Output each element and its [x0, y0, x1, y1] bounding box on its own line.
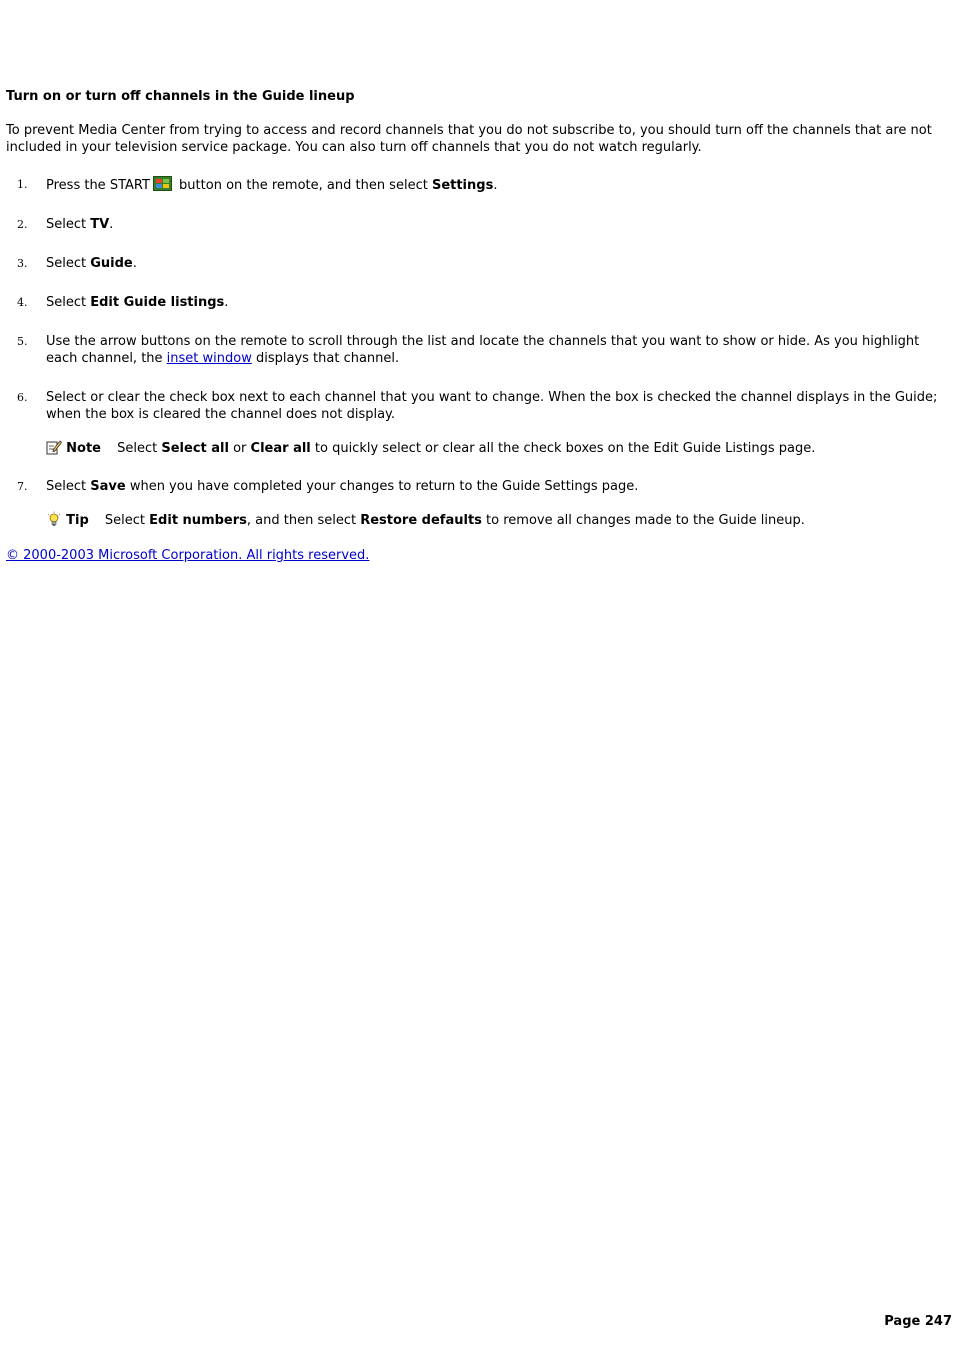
step-number: 7. — [17, 480, 28, 493]
step-number: 1. — [17, 178, 28, 191]
tip-text: , and then select — [246, 513, 361, 528]
tip-bold: Restore defaults — [360, 513, 482, 528]
lightbulb-icon — [46, 511, 62, 527]
note-pencil-icon — [46, 439, 62, 455]
step-7 — [6, 478, 942, 495]
step-text: Select or clear the check box next to each channel that you want to change. When the box is checked the channel displays in the Guide; when the box is cleared the channel does not display. — [46, 390, 938, 422]
step-text: button on the remote, and then select — [174, 178, 432, 193]
tip-label: Tip — [66, 513, 89, 528]
windows-start-icon — [153, 176, 172, 191]
step-1 — [6, 176, 942, 194]
step-3 — [6, 255, 942, 272]
step-text: displays that channel. — [251, 351, 400, 366]
note-label: Note — [66, 441, 101, 456]
step-bold: Edit Guide listings — [90, 295, 225, 310]
step-text: . — [493, 178, 498, 193]
inset-window-link[interactable]: inset window — [166, 351, 252, 366]
step-number: 4. — [17, 296, 28, 309]
step-text: . — [132, 256, 137, 271]
copyright-link[interactable]: © 2000-2003 Microsoft Corporation. All rights reserved. — [6, 548, 370, 563]
step-6 — [6, 389, 942, 423]
step-text: Select — [46, 217, 91, 232]
step-text: Use the arrow buttons on the remote to scroll through the list and locate the channels that you want to show or hide. As you highlight each channel, the — [46, 334, 920, 366]
note-text: to quickly select or clear all the check boxes on the Edit Guide Listings page. — [310, 441, 816, 456]
step-text: Select — [46, 256, 91, 271]
note-callout — [6, 439, 942, 457]
steps-list — [6, 176, 942, 529]
step-number: 6. — [17, 391, 28, 404]
step-text: . — [109, 217, 114, 232]
page-number: Page 247 — [884, 1314, 952, 1329]
page-title: Turn on or turn off channels in the Guide lineup — [6, 89, 355, 104]
step-bold: Settings — [431, 178, 494, 193]
step-bold: Save — [90, 479, 126, 494]
note-bold: Select all — [161, 441, 229, 456]
step-bold: TV — [90, 217, 110, 232]
intro-paragraph: To prevent Media Center from trying to access and record channels that you do not subscribe to, you should turn off the channels that are not included in your television service package. You can also turn off channels that you do not watch regularly. — [6, 123, 932, 155]
step-text: Press the START — [46, 178, 150, 193]
step-text: Select — [46, 479, 91, 494]
step-number: 2. — [17, 218, 28, 231]
step-number: 5. — [17, 335, 28, 348]
help-document — [6, 88, 942, 550]
step-text: . — [224, 295, 229, 310]
note-text: Select — [117, 441, 162, 456]
step-4 — [6, 294, 942, 311]
step-bold: Guide — [90, 256, 133, 271]
step-5 — [6, 333, 942, 367]
tip-text: to remove all changes made to the Guide lineup. — [481, 513, 805, 528]
note-bold: Clear all — [250, 441, 311, 456]
step-2 — [6, 216, 942, 233]
step-text: when you have completed your changes to return to the Guide Settings page. — [125, 479, 639, 494]
step-text: Select — [46, 295, 91, 310]
note-text: or — [228, 441, 251, 456]
tip-text: Select — [104, 513, 150, 528]
step-number: 3. — [17, 257, 28, 270]
tip-callout — [6, 511, 942, 529]
tip-bold: Edit numbers — [149, 513, 247, 528]
